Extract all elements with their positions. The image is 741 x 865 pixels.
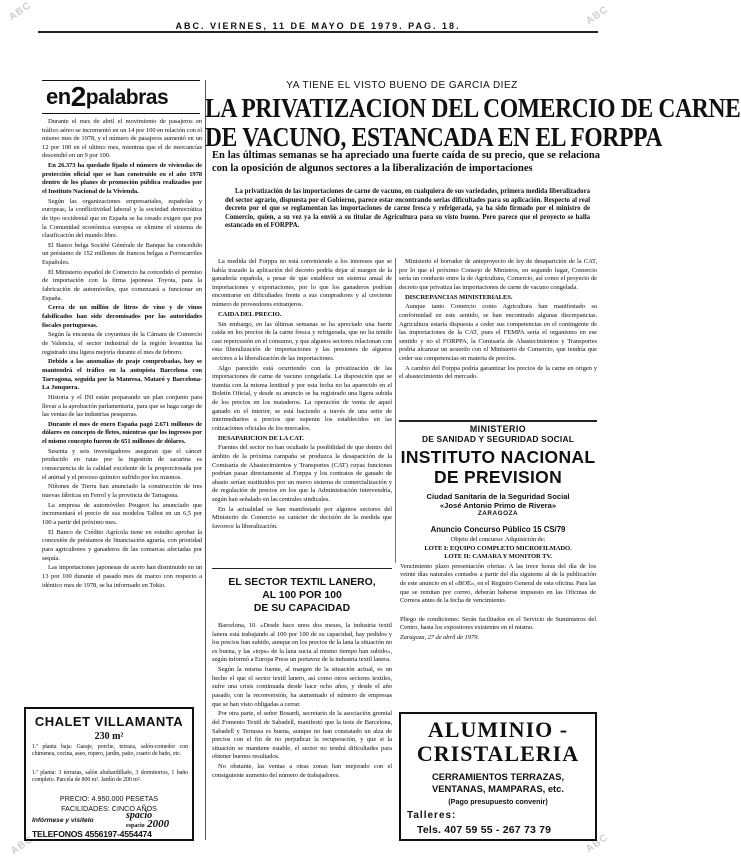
aluminio-line-1: ALUMINIO -	[427, 717, 569, 742]
chalet-price: PRECIO: 4.950.000 PESETAS	[59, 794, 159, 803]
textile-headline-2: AL 100 POR 100	[262, 590, 342, 601]
ministry-city-1: Ciudad Sanitaria de la Seguridad Social	[426, 492, 570, 501]
textile-headline-3: DE SU CAPACIDAD	[253, 603, 351, 614]
aluminio-products-2: VENTANAS, MAMPARAS, etc.	[432, 783, 564, 794]
ministry-body-1: Vencimiento plazo presentación ofertas: A las trece horas del día de los veinte días naturales contados a partir del día siguiente al de la publicación de este anuncio en el «BOE», en el Registro General de esta oficina. Para las que se remitan por correo, deberán haberse impuesto en las Oficinas de Correos antes de la fecha de vencimiento.	[400, 562, 596, 605]
textile-paragraph: Barcelona, 10. «Desde hace unos dos meses, la industria textil lanera está trabajando al 100 por 100 de su capacidad, hay pedidos y los precios han subido, aunque en los precios de la lana la situación no es buena, y las «tops» de la lana sucia al mismo tiempo han subido», según informó a Europa Press un portavoz de la industria textil lanera.	[212, 622, 392, 664]
chalet-info-label: Infórmese y visítelo	[32, 817, 94, 824]
page-header: ABC. VIERNES, 11 DE MAYO DE 1979. PAG. 18.	[175, 21, 461, 31]
watermark-top-left: ABC	[7, 0, 34, 24]
article-paragraph: En la actualidad se han manifestado por algunos sectores del Ministerio de Comercio su carácter de decisión de la medida que favorece la liberalización.	[212, 505, 392, 530]
brief-item: Durante el mes de abril el movimiento de pasajeros en tráfico aéreo se incrementó en un 14 por 100 en relación con el mismo mes de 1978, y el número de pasajeros aumentó en un 12 por 100 en el ultimo mes, mientras que el de mercancías descendió en un 9 por 100.	[42, 118, 202, 160]
chalet-desc-2: 1.ª planta: 3 terrazas, salón abuhardillado, 3 dormitorios, 1 baño completo. Parcela de 800 m². Jardín de 200 m².	[32, 770, 188, 784]
chalet-brand-sub: espacio	[126, 823, 145, 829]
ministry-body-2: Pliego de condiciones: Serán facilitados en el Servicio de Suministros del Centro, hasta los expositores existentes en el mismo.	[400, 615, 596, 632]
ministry-top-rule	[399, 420, 597, 422]
watermark-bottom-right: ABC	[584, 831, 611, 856]
aluminio-products-1: CERRAMIENTOS TERRAZAS,	[431, 771, 565, 782]
brief-item: Según las organizaciones empresariales, españolas y europeas, la conflictividad laboral y la sociedad democrática de tipo occidental que en España se ha creado exigen que por la Comunidad económica europea se elimine el sistema de clasificación del mundo libre.	[42, 197, 202, 240]
header-rule	[38, 31, 598, 33]
brief-item: Cerca de un millón de litros de vino y de vinos falsificados han sido decomisados por las autoridades fiscales portuguesas.	[42, 304, 202, 329]
brief-item: El Banco belga Société Générale de Banque ha concedido un préstamo de 152 millones de francos belgas a Ferrocarriles Españoles.	[42, 241, 202, 267]
brief-item: Sesenta y seis investigadores aseguran que el cáncer producido en ratas por la ingestión de sacarina es consecuencia de la calidad excelente de la proporcionada por el animal y el proceso químico sufrido por los mismos.	[42, 447, 202, 481]
brief-title	[42, 80, 200, 114]
brief-item: Historia y el INI están preparando un plan conjunto para llevar a la aprobación parlamentaria, para que se haga cargo de las ventas de las industrias pesqueras.	[42, 393, 202, 419]
textile-headline	[212, 576, 392, 615]
textile-paragraph: Según la misma fuente, al margen de la situación actual, es un hecho el que el sector textil lanero, así como otros sectores textiles, sufre una crisis continuada desde hace ocho años, y desde el año pasado, con la reconversión, ha aumentado el número de empresas que se han visto obligadas a cerrar.	[212, 666, 392, 708]
article-headline-2: DE VACUNO, ESTANCADA EN EL FORPPA	[205, 123, 663, 154]
article-paragraph: Fuentes del sector no han ocultado la posibilidad de que dentro del ámbito de la próxima campaña se produzca la desaparición de la Comisaría de Abastecimientos y Transportes (CAT) cuyas funciones podrían pasar directamente al Forppa y los contratos de ganado de abasto serían sustituidos por un nuevo sistema de comercialización y de regulación de precios en los que la Administración intervendría, según han señalado en las centrales sindicales.	[212, 444, 392, 503]
article-paragraph: A cambio del Forppa podría garantizar los precios de la carne en origen y el abastecimiento del mercado.	[399, 364, 597, 381]
article-paragraph: Sin embargo, en las últimas semanas se ha apreciado una fuerte caída en los precios de la carne fresca y refrigerada, que no ha tenido casi repercusión en el consumo, y que algunos sectores relacionan con esta liberalización de importaciones y las presiones de algunos sectores a la liberalización de las importaciones.	[212, 320, 392, 362]
watermark-bottom-left: ABC	[9, 833, 36, 858]
brief-item: El Ministerio español de Comercio ha concedido el permiso de importación con la firma japonesa Toyota, para la fabricación de automóviles, que comenzará a funcionar en España.	[42, 268, 202, 302]
brief-title-palabras: palabras	[85, 86, 169, 109]
brief-item: Según la encuesta de coyuntura de la Cámara de Comercio de Valencia, el sector industrial de la región levantina ha registrado una ligera mejoría durante el mes de febrero.	[42, 331, 202, 356]
aluminio-ad	[399, 712, 597, 841]
article-subhead: DISCREPANCIAS MINISTERIALES.	[405, 293, 513, 301]
chalet-ad	[24, 707, 194, 841]
article-subhead: CAIDA DEL PRECIO.	[218, 310, 282, 318]
aluminio-workshop: Talleres:	[407, 810, 457, 821]
textile-body	[212, 622, 392, 854]
ministry-object: Objeto del concurso: Adquisición de:	[450, 536, 546, 543]
chalet-title: CHALET VILLAMANTA	[34, 714, 184, 729]
brief-item: En 26.373 ha quedado fijado el número de viviendas de protección oficial que se han construido en el año 1978 dentro de los planes de promoción pública realizados por el Instituto Nacional de la Vivienda.	[42, 162, 202, 195]
chalet-area: 230 m²	[94, 731, 124, 742]
chalet-brand-name: spacio	[126, 810, 153, 821]
chalet-brand-year: 2000	[147, 818, 170, 830]
article-col-1	[212, 258, 392, 562]
ministry-inst-1: INSTITUTO NACIONAL	[400, 447, 596, 467]
ministry-inst-2: DE PREVISION	[433, 467, 563, 487]
article-subhead: DESAPARICION DE LA CAT.	[218, 434, 304, 442]
brief-item: Niñones de Tierra han anunciado la construcción de tres nuevas fábricas en Ferrol y la provincia de Tarragona.	[42, 483, 202, 499]
chalet-desc-1: 1.ª planta baja: Garaje, porche, terraza, salón-comedor con chimenea, cocina, aseo, ropero, jardín, patio, cuarto de baño, etc.	[32, 744, 188, 758]
article-lead: La privatización de las importaciones de carne de vacuno, en cualquiera de sus variedades, primera medida liberalizadora del sector agrario, dispuesta por el Gobierno, parece estar encontrando serias dificultades para su aplicación. Respecto al real decreto por el que se reglamentan las importaciones de carne fresca y refrigerada, ya ha sido firmado por el ministro de Comercio, quien, a su vez ya la envió a su titular de Agricultura para su visto bueno. Pero parece que el proyecto se halla estancado en el FORPPA.	[225, 188, 590, 230]
textile-top-rule	[212, 568, 392, 569]
brief-title-en: en	[46, 84, 71, 109]
brief-item: El Banco de Crédito Agrícola tiene en estudio aprobar la concesión de préstamos de financiación agraria, con prioridad para agricultores y ganaderos de las comarcas afectadas por sequía.	[42, 528, 202, 562]
ministry-line-2: DE SANIDAD Y SEGURIDAD SOCIAL	[421, 434, 575, 444]
article-kicker: YA TIENE EL VISTO BUENO DE GARCIA DIEZ	[286, 80, 518, 91]
article-paragraph: Ministerio el borrador de anteproyecto de ley de desaparición de la CAT, por lo que el próximo Consejo de Ministros, en segundo lugar, Comercio sería un conducto entre la de Agricultura, Comercio, así como el proyecto de decreto que privatiza las importaciones de carne de vacuno congelada.	[399, 258, 597, 291]
textile-paragraph: Por otra parte, el señor Bosardi, secretario de la asociación gremial del Fomento Textil de Sabadell, manifestó que la tesis de Barcelona, Sabadell y Terrassa es buena, aunque no han constatado un alza de precios con el fin de no perjudicar la recuperación, y que si la situación se mantiene estable, el sector no tendrá dificultades para obtener buenos resultados.	[212, 710, 392, 761]
article-paragraph: Algo parecido está ocurriendo con la privatización de las importaciones de carne de vacuno congelada. La disposición que se tramita con la misma lentitud y por esta fecha no ha aparecido en el Boletín Oficial, y desde su anuncio se ha registrado una ligera subida de los precios en los mataderos. La operación de venta de aquel ganado en el interior, se está haciendo a través de una serie de intermediarios a precios que superan los establecidos en las cotizaciones oficiales de los mercados.	[212, 364, 392, 432]
watermark-top-right: ABC	[584, 3, 611, 28]
article-deck: En las últimas semanas se ha apreciado una fuerte caída de su precio, que se relaciona con la oposición de algunos sectores a la liberalización de importaciones	[212, 150, 600, 174]
aluminio-phones: Tels. 407 59 55 - 267 73 79	[417, 824, 552, 836]
chalet-terms: FACILIDADES: CINCO AÑOS	[61, 804, 157, 813]
ministry-date: Zaragoza, 27 de abril de 1979.	[400, 633, 479, 641]
ministry-city-2: «José Antonio Primo de Rivera»	[439, 501, 557, 510]
article-col-2	[399, 258, 597, 416]
textile-headline-1: EL SECTOR TEXTIL LANERO,	[228, 577, 376, 588]
chalet-phones: TELEFONOS 4556197-4554474	[32, 829, 152, 839]
ministry-contest: Anuncio Concurso Público 15 CS/79	[430, 525, 566, 534]
textile-paragraph: No obstante, las ventas a otras zonas han mejorado con el consiguiente aumento del número de trabajadores.	[212, 763, 392, 779]
brief-item: La empresa de automóviles Peugeot ha anunciado que incrementará el precio de sus modelos Talbot en un 6,5 por 100 a partir del próximo mes.	[42, 501, 202, 526]
ministry-notice	[396, 424, 600, 643]
aluminio-note: (Pago presupuesto convenir)	[448, 797, 548, 806]
brief-item: Debido a las anomalías de peaje comprobadas, hoy se mantendrá el tráfico en la autopista Barcelona con Tarragona, seguida por la Manresa, Mataró y Barcelona-La Junquera.	[42, 358, 202, 392]
brief-title-num: 2	[70, 81, 86, 112]
article-paragraph: La medida del Forppa no está conviniendo a los intereses que se había trazado la aplicación del decreto podría dejar al margen de la ganadería española, a pesar de que establece un sistema anual de importaciones y exportaciones, por lo que los ganaderos podrían encontrarse en dificultades frente a sus compradores y al creciente número de proveedores extranjeros.	[212, 258, 392, 308]
ministry-lot-2: LOTE II: CAMARA Y MONITOR TV.	[444, 553, 552, 561]
ministry-city-3: ZARAGOZA	[477, 510, 519, 517]
column-divider	[205, 80, 206, 840]
chalet-brand	[126, 811, 169, 831]
aluminio-line-2: CRISTALERIA	[416, 741, 580, 766]
article-paragraph: Aunque tanto Comercio como Agricultura han manifestado su conformidad en este sentido, se han encontrado algunas discrepancias. Agricultura estaría dispuesta a ceder sus competencias en el contingente de las importaciones de la CAT, pues el FEMPA sería el organismo en ese sentido y no el FORPPA, la Comisaría de Abastecimientos y Transportes podría alcanzar un acuerdo con el Ministerio de Comercio, que tendría que ceder sus competencias en materia de precios.	[399, 303, 597, 362]
brief-list	[42, 118, 202, 618]
article-headline-1: LA PRIVATIZACION DEL COMERCIO DE CARNE	[205, 94, 741, 125]
ministry-lot-1: LOTE I: EQUIPO COMPLETO MICROFILMADO.	[424, 544, 572, 552]
ministry-line-1: MINISTERIO	[469, 424, 527, 434]
brief-item: Las importaciones japonesas de acero han disminuido en un 13 por 100 durante el pasado mes de marzo con respecto a idéntico mes de 1978, se ha informado en Tokio.	[42, 564, 202, 589]
brief-item: Durante el mes de enero España pagó 2.671 millones de dólares en concepto de fletes, mientras que los ingresos por el mismo concepto fueron de 651 millones de dólares.	[42, 420, 202, 446]
